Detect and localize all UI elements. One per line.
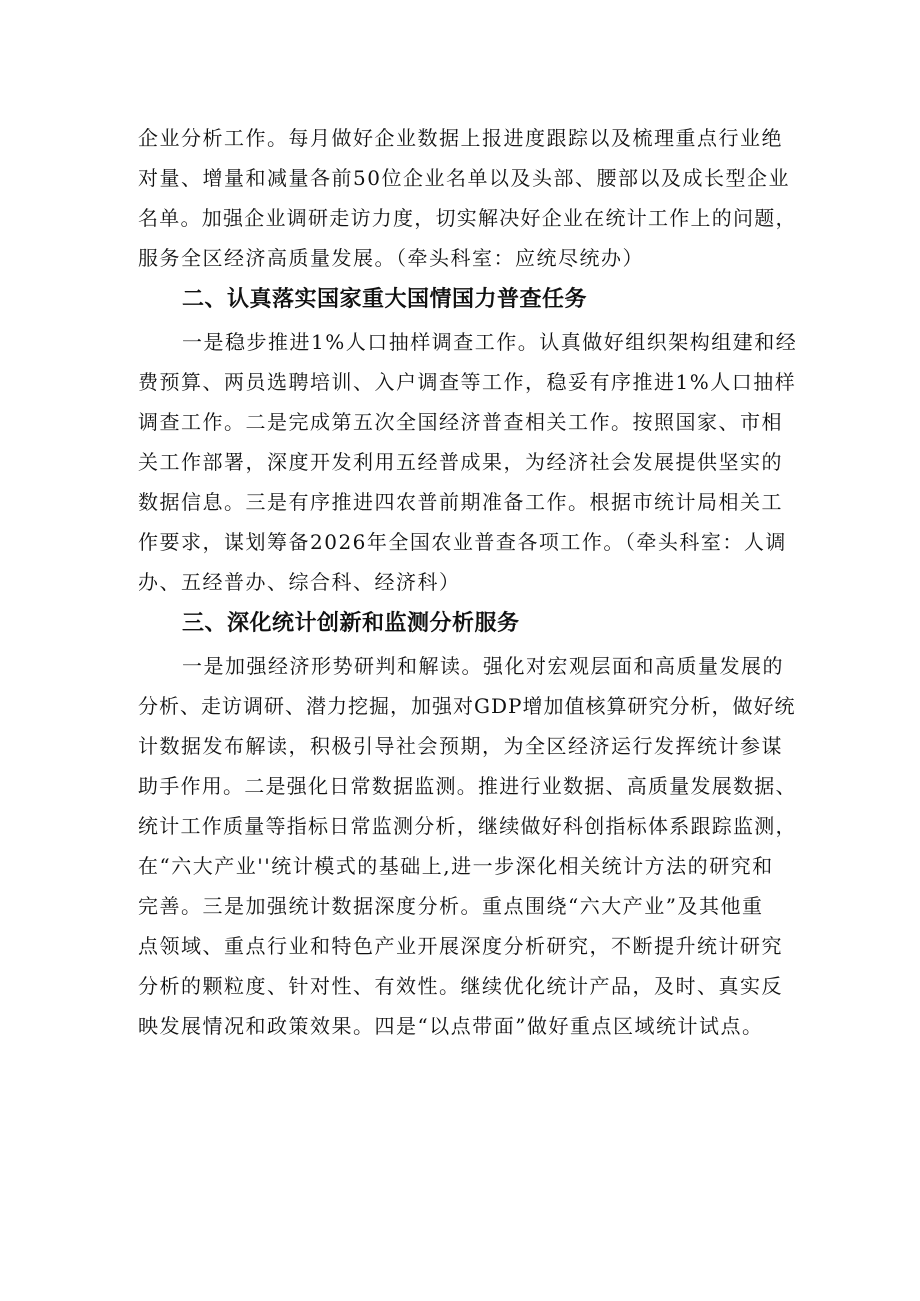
paragraph-line: 分析、走访调研、潜力挖掘，加强对GDP增加值核算研究分析，做好统 bbox=[138, 694, 796, 718]
paragraph-line: 在“六大产业''统计模式的基础上,进一步深化相关统计方法的研究和 bbox=[138, 854, 774, 878]
intro-paragraph bbox=[138, 118, 798, 278]
paragraph-line: 一是加强经济形势研判和解读。强化对宏观层面和高质量发展的 bbox=[182, 654, 784, 678]
paragraph-line: 计数据发布解读，积极引导社会预期，为全区经济运行发挥统计参谋 bbox=[138, 734, 783, 758]
paragraph-line: 统计工作质量等指标日常监测分析，继续做好科创指标体系跟踪监测， bbox=[138, 814, 797, 838]
paragraph-line: 分析的颗粒度、针对性、有效性。继续优化统计产品，及时、真实反 bbox=[138, 974, 783, 998]
paragraph-line: 助手作用。二是强化日常数据监测。推进行业数据、高质量发展数据、 bbox=[138, 774, 797, 798]
paragraph-line: 企业分析工作。每月做好企业数据上报进度跟踪以及梳理重点行业绝 bbox=[138, 126, 783, 150]
paragraph-line: 数据信息。三是有序推进四农普前期准备工作。根据市统计局相关工 bbox=[138, 490, 783, 514]
paragraph-line: 一是稳步推进1%人口抽样调查工作。认真做好组织架构组建和经 bbox=[182, 330, 798, 354]
paragraph-line: 完善。三是加强统计数据深度分析。重点围绕“六大产业”及其他重 bbox=[138, 894, 764, 918]
paragraph-line: 名单。加强企业调研走访力度，切实解决好企业在统计工作上的问题， bbox=[138, 206, 797, 230]
paragraph-line: 关工作部署，深度开发利用五经普成果，为经济社会发展提供坚实的 bbox=[138, 450, 783, 474]
paragraph-line: 费预算、两员选聘培训、入户调查等工作，稳妥有序推进1%人口抽样 bbox=[138, 370, 797, 394]
section-heading-2: 二、认真落实国家重大国情国力普查任务 bbox=[182, 287, 588, 312]
section-3-paragraph bbox=[138, 646, 798, 1046]
document-body bbox=[138, 118, 798, 1046]
paragraph-line: 调查工作。二是完成第五次全国经济普查相关工作。按照国家、市相 bbox=[138, 410, 783, 434]
paragraph-line: 对量、增量和减量各前50位企业名单以及头部、腰部以及成长型企业 bbox=[138, 166, 790, 190]
paragraph-line: 点领域、重点行业和特色产业开展深度分析研究，不断提升统计研究 bbox=[138, 934, 783, 958]
paragraph-line: 作要求，谋划筹备2026年全国农业普查各项工作。（牵头科室：人调 bbox=[138, 530, 787, 554]
paragraph-line: 服务全区经济高质量发展。（牵头科室：应统尽统办） bbox=[138, 246, 644, 270]
section-2-paragraph bbox=[138, 322, 798, 602]
paragraph-line: 办、五经普办、综合科、经济科） bbox=[138, 570, 461, 594]
paragraph-line: 映发展情况和政策效果。四是“以点带面”做好重点区域统计试点。 bbox=[138, 1014, 764, 1038]
section-heading-3: 三、深化统计创新和监测分析服务 bbox=[182, 611, 520, 636]
